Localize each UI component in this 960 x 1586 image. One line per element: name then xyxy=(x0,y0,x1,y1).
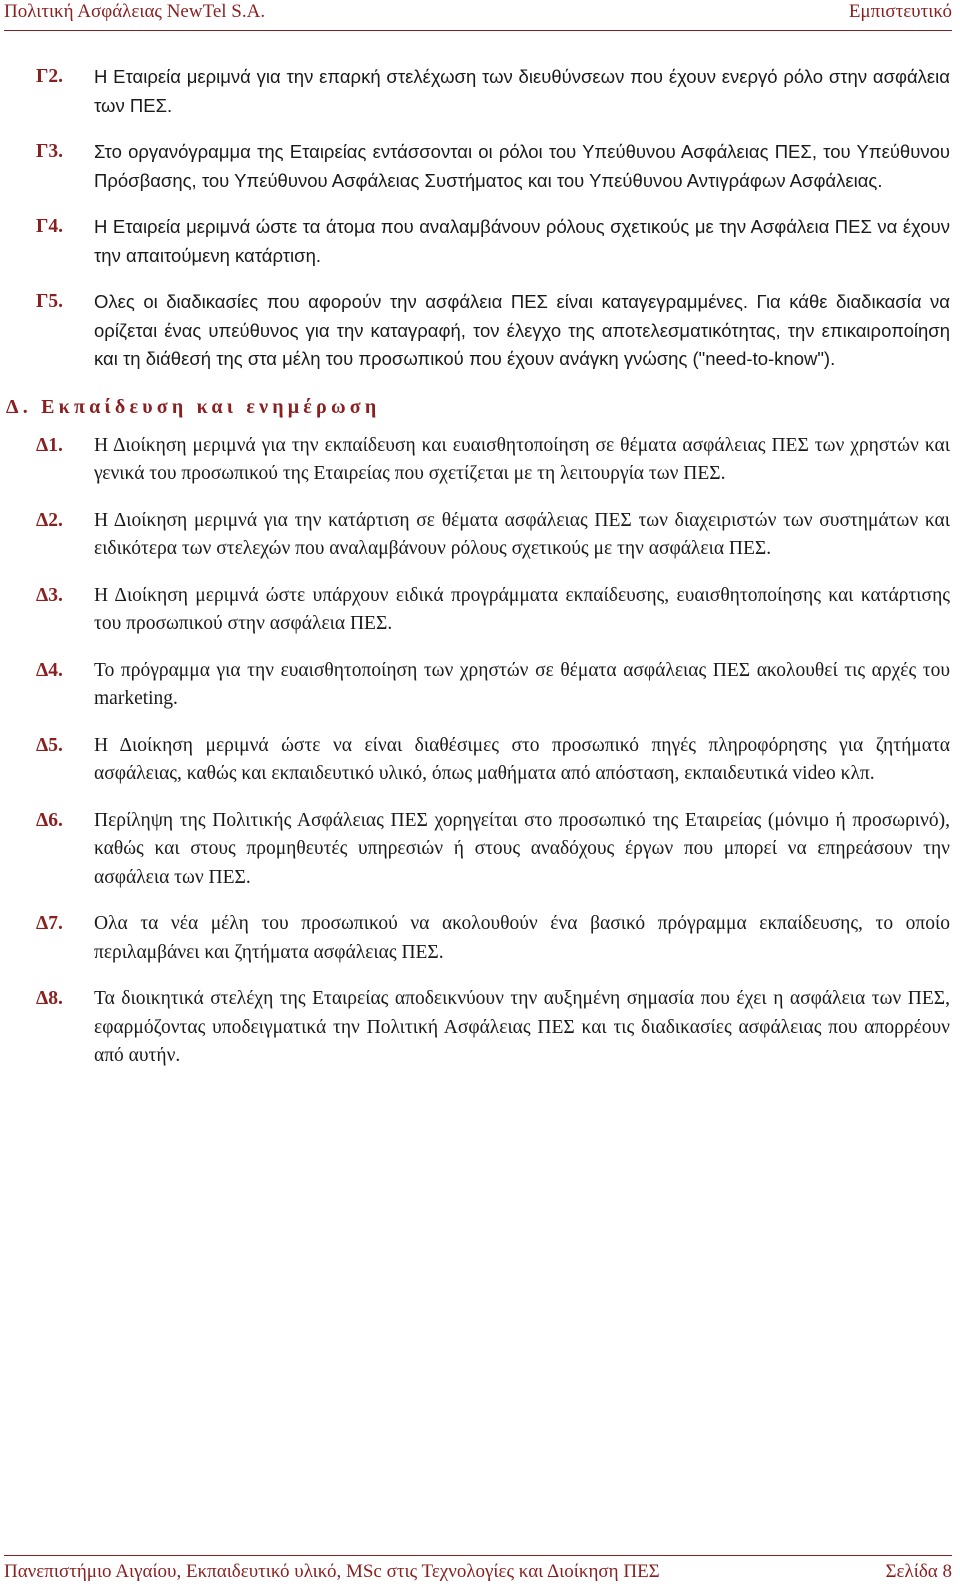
policy-item-g5 xyxy=(36,288,950,374)
header-document-title: Πολιτική Ασφάλειας NewTel S.A. xyxy=(4,1,266,22)
policy-item-g3 xyxy=(36,138,950,195)
item-text: Η Εταιρεία μεριμνά για την επαρκή στελέχωση των διευθύνσεων που έχουν ενεργό ρόλο στην ασφάλεια των ΠΕΣ. xyxy=(94,66,950,116)
item-number: Δ6. xyxy=(36,809,63,831)
item-number: Γ4. xyxy=(36,216,64,237)
item-number: Δ1. xyxy=(36,434,63,456)
page-number: Σελίδα 8 xyxy=(885,1561,952,1582)
item-number: Δ7. xyxy=(36,913,63,934)
item-number: Γ5. xyxy=(36,291,64,312)
item-number: Γ2. xyxy=(36,66,64,87)
page-footer xyxy=(4,1555,952,1586)
item-text: Η Διοίκηση μεριμνά ώστε να είναι διαθέσιμες στο προσωπικό πηγές πληροφόρησης για ζητήματα ασφάλειας, καθώς και εκπαιδευτικό υλικό, όπως μαθήματα από απόσταση, εκπαιδευτικά video κλπ. xyxy=(94,734,950,784)
policy-item-d2 xyxy=(36,507,950,564)
item-number: Δ3. xyxy=(36,584,63,606)
item-text: Η Διοίκηση μεριμνά ώστε υπάρχουν ειδικά προγράμματα εκπαίδευσης, ευαισθητοποίησης και κατάρτισης του προσωπικού στην ασφάλεια ΠΕΣ. xyxy=(94,584,950,634)
document-body xyxy=(6,63,950,1089)
item-number: Δ5. xyxy=(36,734,63,756)
page-header xyxy=(4,0,952,31)
item-number: Γ3. xyxy=(36,141,64,162)
item-text: Τα διοικητικά στελέχη της Εταιρείας αποδεικνύουν την αυξημένη σημασία που έχει η ασφάλεια των ΠΕΣ, εφαρμόζοντας υποδειγματικά την Πολιτική Ασφάλειας ΠΕΣ και τις διαδικασίες ασφάλειας που απορρέουν από αυτήν. xyxy=(94,988,950,1066)
item-text: Ολα τα νέα μέλη του προσωπικού να ακολουθούν ένα βασικό πρόγραμμα εκπαίδευσης, το οποίο περιλαμβάνει και ζητήματα ασφάλειας ΠΕΣ. xyxy=(94,913,950,963)
item-text: Η Εταιρεία μεριμνά ώστε τα άτομα που αναλαμβάνουν ρόλους σχετικούς με την Ασφάλεια ΠΕΣ να έχουν την απαιτούμενη κατάρτιση. xyxy=(94,216,950,266)
item-text: Περίληψη της Πολιτικής Ασφάλειας ΠΕΣ χορηγείται στο προσωπικό της Εταιρείας (μόνιμο ή προσωρινό), καθώς και στους προμηθευτές υπηρεσιών ή στους αναδόχους έργων που μπορεί να επηρεάσουν την ασφάλεια των ΠΕΣ. xyxy=(94,809,950,888)
item-text: Η Διοίκηση μεριμνά για την εκπαίδευση και ευαισθητοποίηση σε θέματα ασφάλειας ΠΕΣ των χρηστών και γενικά του προσωπικού της Εταιρείας που σχετίζεται με τη λειτουργία των ΠΕΣ. xyxy=(94,434,950,484)
policy-item-d1 xyxy=(36,432,950,489)
item-number: Δ4. xyxy=(36,659,63,681)
item-text: Η Διοίκηση μεριμνά για την κατάρτιση σε θέματα ασφάλειας ΠΕΣ των διαχειριστών των συστημάτων και ειδικότερα των στελεχών που αναλαμβάνουν ρόλους σχετικούς με την ασφάλεια ΠΕΣ. xyxy=(94,509,950,559)
item-text: Στο οργανόγραμμα της Εταιρείας εντάσσονται οι ρόλοι του Υπεύθυνου Ασφάλειας ΠΕΣ, του Υπεύθυνου Πρόσβασης, του Υπεύθυνου Ασφάλειας Συστήματος και του Υπεύθυνου Αντιγράφων Ασφάλειας. xyxy=(94,141,950,191)
policy-item-d5 xyxy=(36,732,950,789)
policy-item-g2 xyxy=(36,63,950,120)
policy-item-d6 xyxy=(36,807,950,893)
policy-item-g4 xyxy=(36,213,950,270)
section-heading: Δ. Εκπαίδευση και ενημέρωση xyxy=(6,395,381,418)
policy-item-d3 xyxy=(36,582,950,639)
policy-item-d7 xyxy=(36,910,950,967)
footer-source: Πανεπιστήμιο Αιγαίου, Εκπαιδευτικό υλικό, MSc στις Τεχνολογίες και Διοίκηση ΠΕΣ xyxy=(4,1561,660,1582)
policy-item-d4 xyxy=(36,657,950,714)
header-classification: Εμπιστευτικό xyxy=(848,1,952,22)
policy-item-d8 xyxy=(36,985,950,1071)
item-text: Ολες οι διαδικασίες που αφορούν την ασφάλεια ΠΕΣ είναι καταγεγραμμένες. Για κάθε διαδικασία να ορίζεται ένας υπεύθυνος για την καταγραφή, τον έλεγχο της αποτελεσματικότητας, την επικαιροποίηση και τη διάθεσή της στα μέλη του προσωπικού που έχουν ανάγκη γνώσης ("need-to-know"). xyxy=(94,291,950,369)
item-text: Το πρόγραμμα για την ευαισθητοποίηση των χρηστών σε θέματα ασφάλειας ΠΕΣ ακολουθεί τις αρχές του marketing. xyxy=(94,659,950,709)
item-number: Δ8. xyxy=(36,988,63,1009)
item-number: Δ2. xyxy=(36,509,63,531)
